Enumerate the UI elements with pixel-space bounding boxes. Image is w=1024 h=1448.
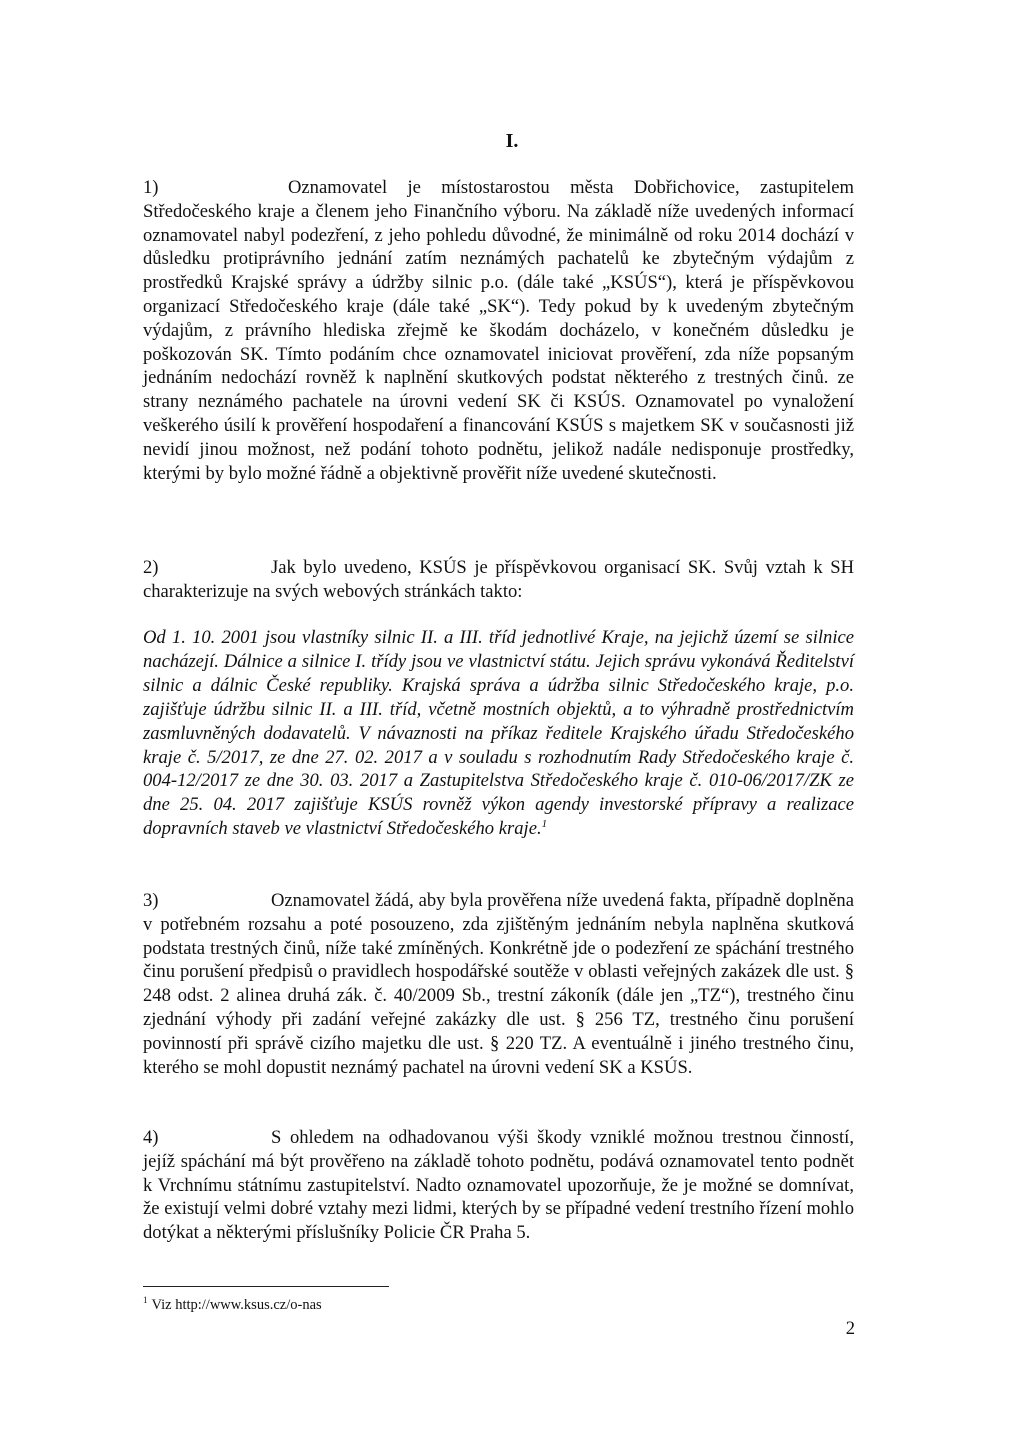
quote-text: Od 1. 10. 2001 jsou vlastníky silnic II. a III. tříd jednotlivé Kraje, na jejichž území se silnice nacházejí. Dálnice a silnice I. třídy jsou ve vlastnictví státu. Jejich správu vykonává Ředitelství silnic a dálnic České republiky. Krajská správa a údržba silnic Středočeského kraje, p.o. zajišťuje údržbu silnic II. a III. tříd, včetně mostních objektů, a to výhradně prostřednictvím zasmluvněných dodavatelů. V návaznosti na příkaz ředitele Krajského úřadu Středočeského kraje č. 5/2017, ze dne 27. 02. 2017 a v souladu s rozhodnutím Rady Středočeského kraje č. 004-12/2017 ze dne 30. 03. 2017 a Zastupitelstva Středočeského kraje č. 010-06/2017/ZK ze dne 25. 04. 2017 zajišťuje KSÚS rovněž výkon agendy investorské přípravy a realizace dopravních staveb ve vlastnictví Středočeského kraje. xyxy=(143,627,854,840)
paragraph-number: 2) xyxy=(143,557,159,578)
quoted-text xyxy=(143,626,854,841)
paragraph-text: S ohledem na odhadovanou výši škody vzniklé možnou trestnou činností, jejíž spáchání má být prověřeno na základě tohoto podnětu, podává oznamovatel tento podnět k Vrchnímu státnímu zastupitelství. Nadto oznamovatel upozorňuje, že je možné se domnívat, že existují velmi dobré vztahy mezi lidmi, kterých by se případné vedení trestního řízení mohlo dotýkat a některými příslušníky Policie ČR Praha 5. xyxy=(143,1127,854,1244)
paragraph-3 xyxy=(143,889,854,1079)
paragraph-number: 1) xyxy=(143,177,159,198)
footnote-marker: 1 xyxy=(143,1295,148,1306)
footnote xyxy=(143,1296,322,1314)
footnote-reference: 1 xyxy=(541,818,548,831)
section-heading: I. xyxy=(505,130,519,152)
page-number: 2 xyxy=(845,1318,855,1339)
footnote-text: Viz http://www.ksus.cz/o-nas xyxy=(151,1297,322,1313)
paragraph-number: 3) xyxy=(143,890,159,911)
paragraph-2 xyxy=(143,556,854,604)
paragraph-text: Oznamovatel je místostarostou města Dobřichovice, zastupitelem Středočeského kraje a členem jeho Finančního výboru. Na základě níže uvedených informací oznamovatel nabyl podezření, z jeho pohledu důvodné, že minimálně od roku 2014 dochází v důsledku protiprávního jednání zatím neznámých pachatelů ke zbytečným výdajům z prostředků Krajské správy a údržby silnic p.o. (dále také „KSÚS“), která je příspěvkovou organizací Středočeského kraje (dále také „SK“). Tedy pokud by k uvedeným zbytečným výdajům, z právního hlediska zřejmě ke škodám docházelo, v konečném důsledku je poškozován SK. Tímto podáním chce oznamovatel iniciovat prověření, zda níže popsaným jednáním nedochází rovněž k naplnění skutkových podstat některého z trestných činů. ze strany neznámého pachatele na úrovni vedení SK či KSÚS. Oznamovatel po vynaložení veškerého úsilí k prověření hospodaření a financování KSÚS s majetkem SK v současnosti již nevidí jinou možnost, než podání tohoto podnětu, jelikož nadále nedisponuje prostředky, kterými by bylo možné řádně a objektivně prověřit níže uvedené skutečnosti. xyxy=(143,177,854,484)
paragraph-number: 4) xyxy=(143,1127,159,1148)
paragraph-1 xyxy=(143,176,854,485)
paragraph-text: Oznamovatel žádá, aby byla prověřena níže uvedená fakta, případně doplněna v potřebném rozsahu a poté posouzeno, zda zjištěným jednáním nebyla naplněna skutková podstata trestných činů, níže také zmíněných. Konkrétně jde o podezření ze spáchání trestného činu porušení předpisů o pravidlech hospodářské soutěže v oblasti veřejných zakázek dle ust. § 248 odst. 2 alinea druhá zák. č. 40/2009 Sb., trestní zákoník (dále jen „TZ“), trestného činu zjednání výhody při zadání veřejné zakázky dle ust. § 256 TZ, trestného činu porušení povinností při správě cizího majetku dle ust. § 220 TZ. A eventuálně i jiného trestného činu, kterého se mohl dopustit neznámý pachatel na úrovni vedení SK a KSÚS. xyxy=(143,890,854,1078)
footnote-divider xyxy=(143,1286,389,1287)
paragraph-4 xyxy=(143,1126,854,1245)
paragraph-text: Jak bylo uvedeno, KSÚS je příspěvkovou organisací SK. Svůj vztah k SH charakterizuje na svých webových stránkách takto: xyxy=(143,557,854,602)
